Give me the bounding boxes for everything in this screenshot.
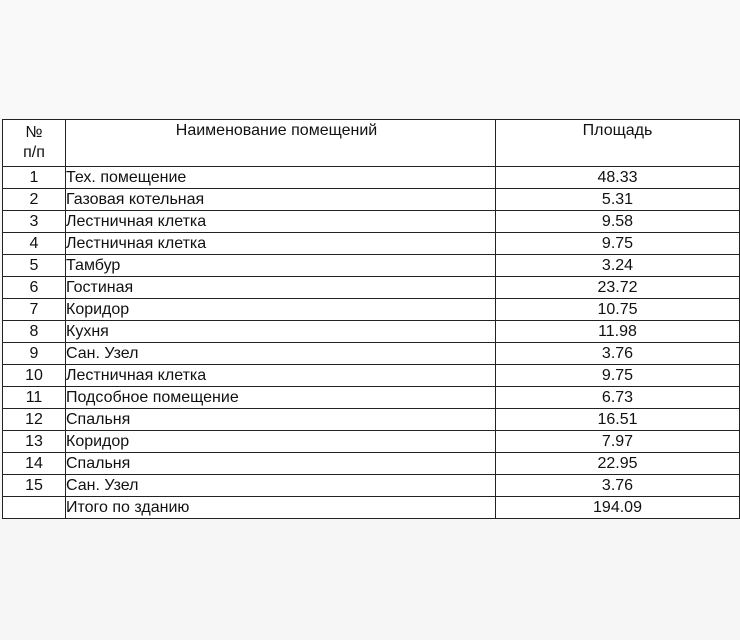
row-room-name: Коридор [66, 431, 496, 453]
row-area: 5.31 [496, 189, 740, 211]
header-number [3, 120, 66, 167]
row-area: 48.33 [496, 167, 740, 189]
table-row [3, 431, 740, 453]
row-number: 5 [3, 255, 66, 277]
row-area: 3.76 [496, 343, 740, 365]
table-row [3, 387, 740, 409]
table-row [3, 343, 740, 365]
table-row [3, 167, 740, 189]
row-number: 15 [3, 475, 66, 497]
row-room-name: Тамбур [66, 255, 496, 277]
row-area: 11.98 [496, 321, 740, 343]
table-row [3, 409, 740, 431]
row-number: 3 [3, 211, 66, 233]
row-area: 6.73 [496, 387, 740, 409]
row-number: 4 [3, 233, 66, 255]
row-area: 3.76 [496, 475, 740, 497]
row-room-name: Кухня [66, 321, 496, 343]
table-row [3, 475, 740, 497]
row-number: 8 [3, 321, 66, 343]
header-number-line2: п/п [23, 144, 45, 161]
table-body [3, 167, 740, 519]
row-area: 16.51 [496, 409, 740, 431]
total-number [3, 497, 66, 519]
row-area: 23.72 [496, 277, 740, 299]
row-number: 6 [3, 277, 66, 299]
row-room-name: Спальня [66, 409, 496, 431]
header-number-line1: № [25, 124, 43, 141]
table-row [3, 321, 740, 343]
table-header-row [3, 120, 740, 167]
row-number: 10 [3, 365, 66, 387]
row-area: 7.97 [496, 431, 740, 453]
total-area: 194.09 [496, 497, 740, 519]
row-room-name: Тех. помещение [66, 167, 496, 189]
row-room-name: Газовая котельная [66, 189, 496, 211]
row-number: 11 [3, 387, 66, 409]
row-area: 9.75 [496, 365, 740, 387]
row-number: 13 [3, 431, 66, 453]
row-room-name: Лестничная клетка [66, 211, 496, 233]
row-number: 7 [3, 299, 66, 321]
table-row [3, 365, 740, 387]
row-room-name: Лестничная клетка [66, 365, 496, 387]
row-room-name: Подсобное помещение [66, 387, 496, 409]
row-number: 9 [3, 343, 66, 365]
row-room-name: Гостиная [66, 277, 496, 299]
row-area: 9.75 [496, 233, 740, 255]
table-row [3, 211, 740, 233]
row-room-name: Коридор [66, 299, 496, 321]
header-area: Площадь [496, 120, 740, 167]
row-number: 1 [3, 167, 66, 189]
row-number: 12 [3, 409, 66, 431]
row-number: 14 [3, 453, 66, 475]
table-row [3, 255, 740, 277]
row-room-name: Сан. Узел [66, 475, 496, 497]
row-area: 3.24 [496, 255, 740, 277]
row-area: 10.75 [496, 299, 740, 321]
row-area: 22.95 [496, 453, 740, 475]
header-room-name: Наименование помещений [66, 120, 496, 167]
total-label: Итого по зданию [66, 497, 496, 519]
rooms-area-table [2, 119, 740, 519]
page-bottom-margin [0, 518, 740, 640]
page-top-margin [0, 0, 740, 118]
row-room-name: Лестничная клетка [66, 233, 496, 255]
table-row [3, 277, 740, 299]
row-room-name: Спальня [66, 453, 496, 475]
table-total-row [3, 497, 740, 519]
table-row [3, 299, 740, 321]
table-row [3, 453, 740, 475]
table-row [3, 233, 740, 255]
row-number: 2 [3, 189, 66, 211]
row-room-name: Сан. Узел [66, 343, 496, 365]
row-area: 9.58 [496, 211, 740, 233]
table-row [3, 189, 740, 211]
